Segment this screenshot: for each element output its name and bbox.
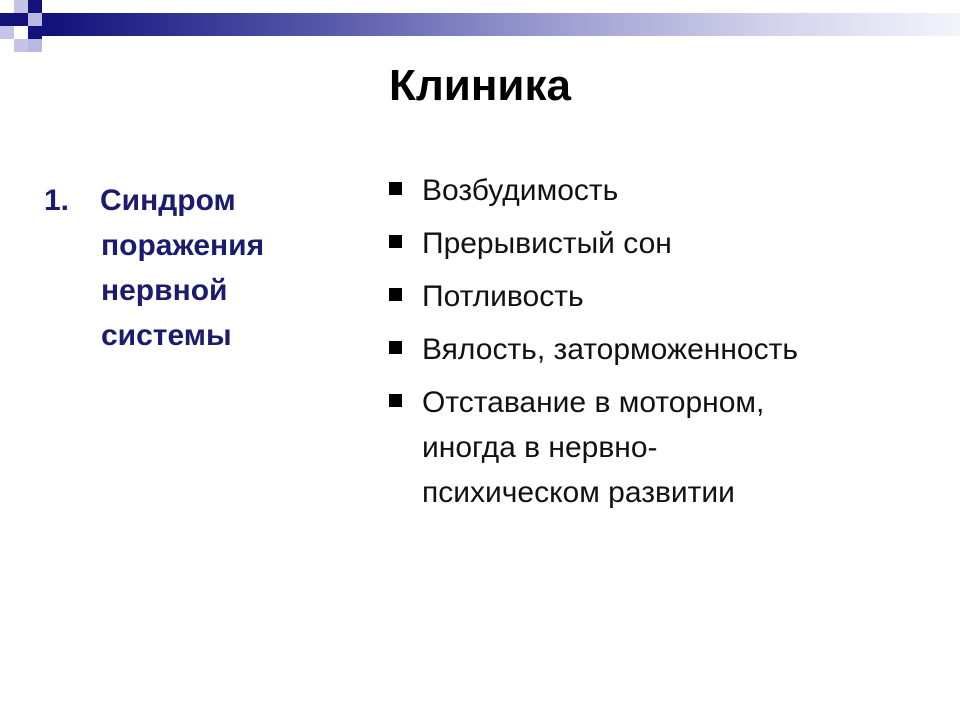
deco-square — [28, 39, 42, 52]
list-item — [388, 327, 948, 372]
list-item-text: Вялость, заторможенность — [422, 333, 798, 366]
list-item — [388, 274, 948, 319]
list-item-text: Прерывистый сон — [422, 227, 672, 260]
deco-square — [14, 0, 28, 13]
syndrome-heading — [44, 178, 344, 358]
list-item — [388, 380, 948, 515]
deco-square — [28, 0, 42, 13]
square-bullet-icon — [389, 394, 402, 407]
deco-square — [28, 13, 42, 26]
deco-square — [14, 13, 28, 26]
deco-square — [14, 39, 28, 52]
square-bullet-icon — [389, 288, 402, 301]
deco-square — [42, 13, 55, 36]
symptom-list — [388, 168, 948, 523]
list-item-text: психическом развитии — [422, 476, 735, 509]
slide-title: Клиника — [389, 61, 571, 110]
list-item — [388, 168, 948, 213]
deco-square — [0, 26, 14, 39]
list-item-text: иногда в нервно- — [422, 431, 658, 464]
list-item-text: Возбудимость — [422, 174, 619, 207]
list-item-text: Отставание в моторном, — [422, 386, 765, 419]
square-bullet-icon — [389, 235, 402, 248]
deco-square — [0, 13, 14, 26]
syndrome-heading-line: поражения — [101, 229, 265, 262]
syndrome-first-word: Синдром — [100, 184, 236, 217]
header-gradient-bar — [55, 13, 960, 36]
syndrome-heading-line: нервной — [101, 274, 228, 307]
list-item — [388, 221, 948, 266]
syndrome-number: 1. — [44, 184, 70, 217]
square-bullet-icon — [389, 182, 402, 195]
deco-square — [28, 26, 42, 39]
header-decoration — [0, 0, 960, 60]
square-bullet-icon — [389, 341, 402, 354]
syndrome-heading-line: системы — [101, 319, 232, 352]
syndrome-heading-first-line — [44, 178, 344, 223]
list-item-text: Потливость — [422, 280, 584, 313]
